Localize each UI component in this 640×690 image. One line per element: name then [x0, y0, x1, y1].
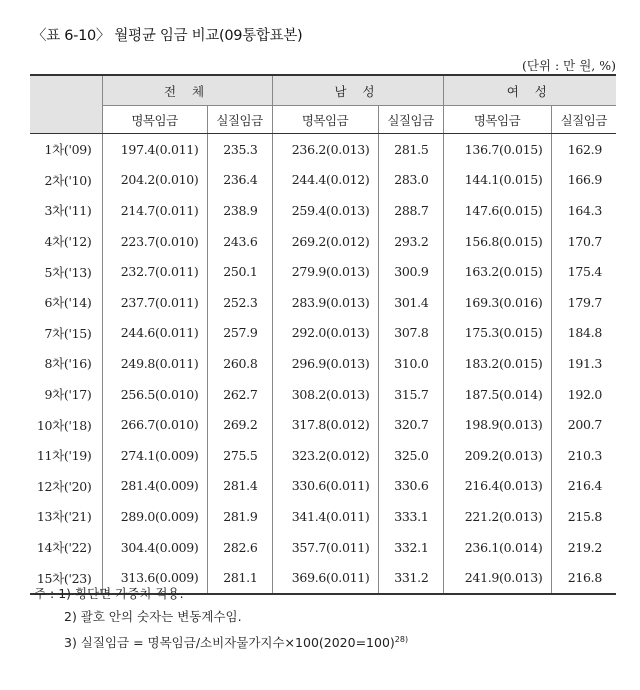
- male-nominal-cell: 369.6(0.011): [272, 562, 378, 594]
- note-2: 2) 괄호 안의 숫자는 변동계수임.: [64, 609, 242, 624]
- male-real-cell: 331.2: [378, 562, 443, 594]
- total-real-cell: 262.7: [207, 379, 272, 410]
- table-row: [30, 318, 616, 349]
- notes: [34, 582, 408, 654]
- wave-cell: 4차('12): [44, 234, 92, 250]
- wave-cell: 6차('14): [44, 295, 92, 311]
- total-nominal-cell: 289.0(0.009): [102, 501, 207, 532]
- total-real-cell: 281.4: [207, 471, 272, 502]
- total-real-cell: 260.8: [207, 348, 272, 379]
- male-nominal-cell: 269.2(0.012): [272, 226, 378, 257]
- wage-table: [30, 74, 616, 595]
- total-nominal-cell: 313.6(0.009): [102, 562, 207, 594]
- total-real-cell: 269.2: [207, 409, 272, 440]
- table-row: [30, 532, 616, 563]
- female-nominal-cell: 136.7(0.015): [443, 134, 551, 165]
- total-nominal-cell: 244.6(0.011): [102, 318, 207, 349]
- total-nominal-cell: 197.4(0.011): [102, 134, 207, 165]
- male-nominal-cell: 244.4(0.012): [272, 165, 378, 196]
- female-nominal-cell: 183.2(0.015): [443, 348, 551, 379]
- female-nominal-cell: 209.2(0.013): [443, 440, 551, 471]
- female-nominal-cell: 156.8(0.015): [443, 226, 551, 257]
- female-nominal-cell: 241.9(0.013): [443, 562, 551, 594]
- table-row: [30, 195, 616, 226]
- note-1: 주 : 1) 횡단면 가중치 적용.: [34, 586, 184, 601]
- female-real-cell: 216.8: [551, 562, 616, 594]
- female-real-cell: 210.3: [551, 440, 616, 471]
- male-nominal-cell: 308.2(0.013): [272, 379, 378, 410]
- total-nominal-cell: 281.4(0.009): [102, 471, 207, 502]
- female-nominal-cell: 169.3(0.016): [443, 287, 551, 318]
- wave-cell: 3차('11): [44, 203, 92, 219]
- male-real-cell: 332.1: [378, 532, 443, 563]
- female-nominal-cell: 147.6(0.015): [443, 195, 551, 226]
- table-row: [30, 348, 616, 379]
- footnote-ref: 28): [394, 635, 409, 644]
- total-nominal-cell: 266.7(0.010): [102, 409, 207, 440]
- table-row: [30, 287, 616, 318]
- female-real-cell: 162.9: [551, 134, 616, 165]
- wave-cell: 2차('10): [44, 172, 92, 188]
- table-row: [30, 501, 616, 532]
- total-nominal-cell: 304.4(0.009): [102, 532, 207, 563]
- total-nominal-cell: 204.2(0.010): [102, 165, 207, 196]
- female-real-cell: 175.4: [551, 256, 616, 287]
- female-nominal-cell: 187.5(0.014): [443, 379, 551, 410]
- male-real-cell: 307.8: [378, 318, 443, 349]
- wave-cell: 14차('22): [36, 540, 92, 556]
- wave-cell: 13차('21): [36, 509, 92, 525]
- unit-label: (단위 : 만 원, %): [521, 58, 616, 73]
- total-nominal-cell: 232.7(0.011): [102, 256, 207, 287]
- total-real-cell: 281.1: [207, 562, 272, 594]
- total-real-cell: 236.4: [207, 165, 272, 196]
- table-body: [30, 134, 616, 594]
- male-nominal-cell: 292.0(0.013): [272, 318, 378, 349]
- note-3: 3) 실질임금 = 명목임금/소비자물가지수×100(2020=100)$^{28)}$: [64, 635, 409, 651]
- female-real-cell: 215.8: [551, 501, 616, 532]
- female-real-cell: 219.2: [551, 532, 616, 563]
- wave-cell: 12차('20): [36, 478, 92, 494]
- female-nominal-cell: 216.4(0.013): [443, 471, 551, 502]
- table-title: 〈표 6-10〉 월평균 임금 비교(09통합표본): [32, 28, 303, 44]
- female-real-cell: 184.8: [551, 318, 616, 349]
- male-real-cell: 320.7: [378, 409, 443, 440]
- female-nominal-cell: 163.2(0.015): [443, 256, 551, 287]
- table-row: [30, 379, 616, 410]
- female-nominal-cell: 198.9(0.013): [443, 409, 551, 440]
- wave-cell: 11차('19): [36, 448, 92, 464]
- notes-label: 주 :: [34, 586, 59, 601]
- total-nominal-cell: 256.5(0.010): [102, 379, 207, 410]
- male-real-cell: 300.9: [378, 256, 443, 287]
- female-real-cell: 192.0: [551, 379, 616, 410]
- male-real-cell: 293.2: [378, 226, 443, 257]
- male-real-cell: 315.7: [378, 379, 443, 410]
- total-nominal-cell: 274.1(0.009): [102, 440, 207, 471]
- wave-cell: 1차('09): [44, 142, 92, 158]
- male-real-cell: 325.0: [378, 440, 443, 471]
- male-nominal-cell: 279.9(0.013): [272, 256, 378, 287]
- header-group-total: 전 체: [102, 75, 272, 106]
- male-nominal-cell: 323.2(0.012): [272, 440, 378, 471]
- female-nominal-cell: 144.1(0.015): [443, 165, 551, 196]
- table-row: [30, 471, 616, 502]
- header-total-real: 실질임금: [207, 106, 272, 134]
- header-corner: [30, 75, 102, 106]
- male-nominal-cell: 357.7(0.011): [272, 532, 378, 563]
- header-male-nominal: 명목임금: [272, 106, 378, 134]
- wave-cell: 9차('17): [44, 387, 92, 403]
- header-sub-row: [30, 106, 616, 134]
- male-nominal-cell: 330.6(0.011): [272, 471, 378, 502]
- total-real-cell: 281.9: [207, 501, 272, 532]
- female-nominal-cell: 221.2(0.013): [443, 501, 551, 532]
- female-real-cell: 170.7: [551, 226, 616, 257]
- wave-cell: 5차('13): [44, 264, 92, 280]
- wave-cell: 15차('23): [30, 562, 102, 594]
- male-nominal-cell: 283.9(0.013): [272, 287, 378, 318]
- total-nominal-cell: 223.7(0.010): [102, 226, 207, 257]
- header-male-real: 실질임금: [378, 106, 443, 134]
- female-nominal-cell: 175.3(0.015): [443, 318, 551, 349]
- female-real-cell: 200.7: [551, 409, 616, 440]
- male-real-cell: 333.1: [378, 501, 443, 532]
- header-corner-bottom: [30, 106, 102, 134]
- female-real-cell: 216.4: [551, 471, 616, 502]
- header-group-male: 남 성: [272, 75, 443, 106]
- wave-cell: 7차('15): [44, 325, 92, 341]
- header-female-nominal: 명목임금: [443, 106, 551, 134]
- wave-cell: 8차('16): [44, 356, 92, 372]
- total-real-cell: 252.3: [207, 287, 272, 318]
- female-real-cell: 191.3: [551, 348, 616, 379]
- total-real-cell: 250.1: [207, 256, 272, 287]
- header-female-real: 실질임금: [551, 106, 616, 134]
- female-real-cell: 179.7: [551, 287, 616, 318]
- total-real-cell: 275.5: [207, 440, 272, 471]
- table-row: [30, 226, 616, 257]
- total-nominal-cell: 214.7(0.011): [102, 195, 207, 226]
- total-real-cell: 282.6: [207, 532, 272, 563]
- table-row: [30, 165, 616, 196]
- male-real-cell: 301.4: [378, 287, 443, 318]
- total-real-cell: 238.9: [207, 195, 272, 226]
- male-nominal-cell: 259.4(0.013): [272, 195, 378, 226]
- table-row: [30, 440, 616, 471]
- male-real-cell: 281.5: [378, 134, 443, 165]
- total-nominal-cell: 249.8(0.011): [102, 348, 207, 379]
- header-total-nominal: 명목임금: [102, 106, 207, 134]
- female-nominal-cell: 236.1(0.014): [443, 532, 551, 563]
- male-nominal-cell: 341.4(0.011): [272, 501, 378, 532]
- male-nominal-cell: 317.8(0.012): [272, 409, 378, 440]
- wave-cell: 10차('18): [36, 417, 92, 433]
- total-real-cell: 243.6: [207, 226, 272, 257]
- table-row: [30, 256, 616, 287]
- table-row: [30, 409, 616, 440]
- male-real-cell: 310.0: [378, 348, 443, 379]
- header-group-female: 여 성: [443, 75, 616, 106]
- total-nominal-cell: 237.7(0.011): [102, 287, 207, 318]
- table-row: [30, 134, 616, 165]
- female-real-cell: 166.9: [551, 165, 616, 196]
- total-real-cell: 235.3: [207, 134, 272, 165]
- header-group-row: [30, 75, 616, 106]
- male-real-cell: 283.0: [378, 165, 443, 196]
- male-nominal-cell: 236.2(0.013): [272, 134, 378, 165]
- male-real-cell: 330.6: [378, 471, 443, 502]
- female-real-cell: 164.3: [551, 195, 616, 226]
- male-nominal-cell: 296.9(0.013): [272, 348, 378, 379]
- total-real-cell: 257.9: [207, 318, 272, 349]
- male-real-cell: 288.7: [378, 195, 443, 226]
